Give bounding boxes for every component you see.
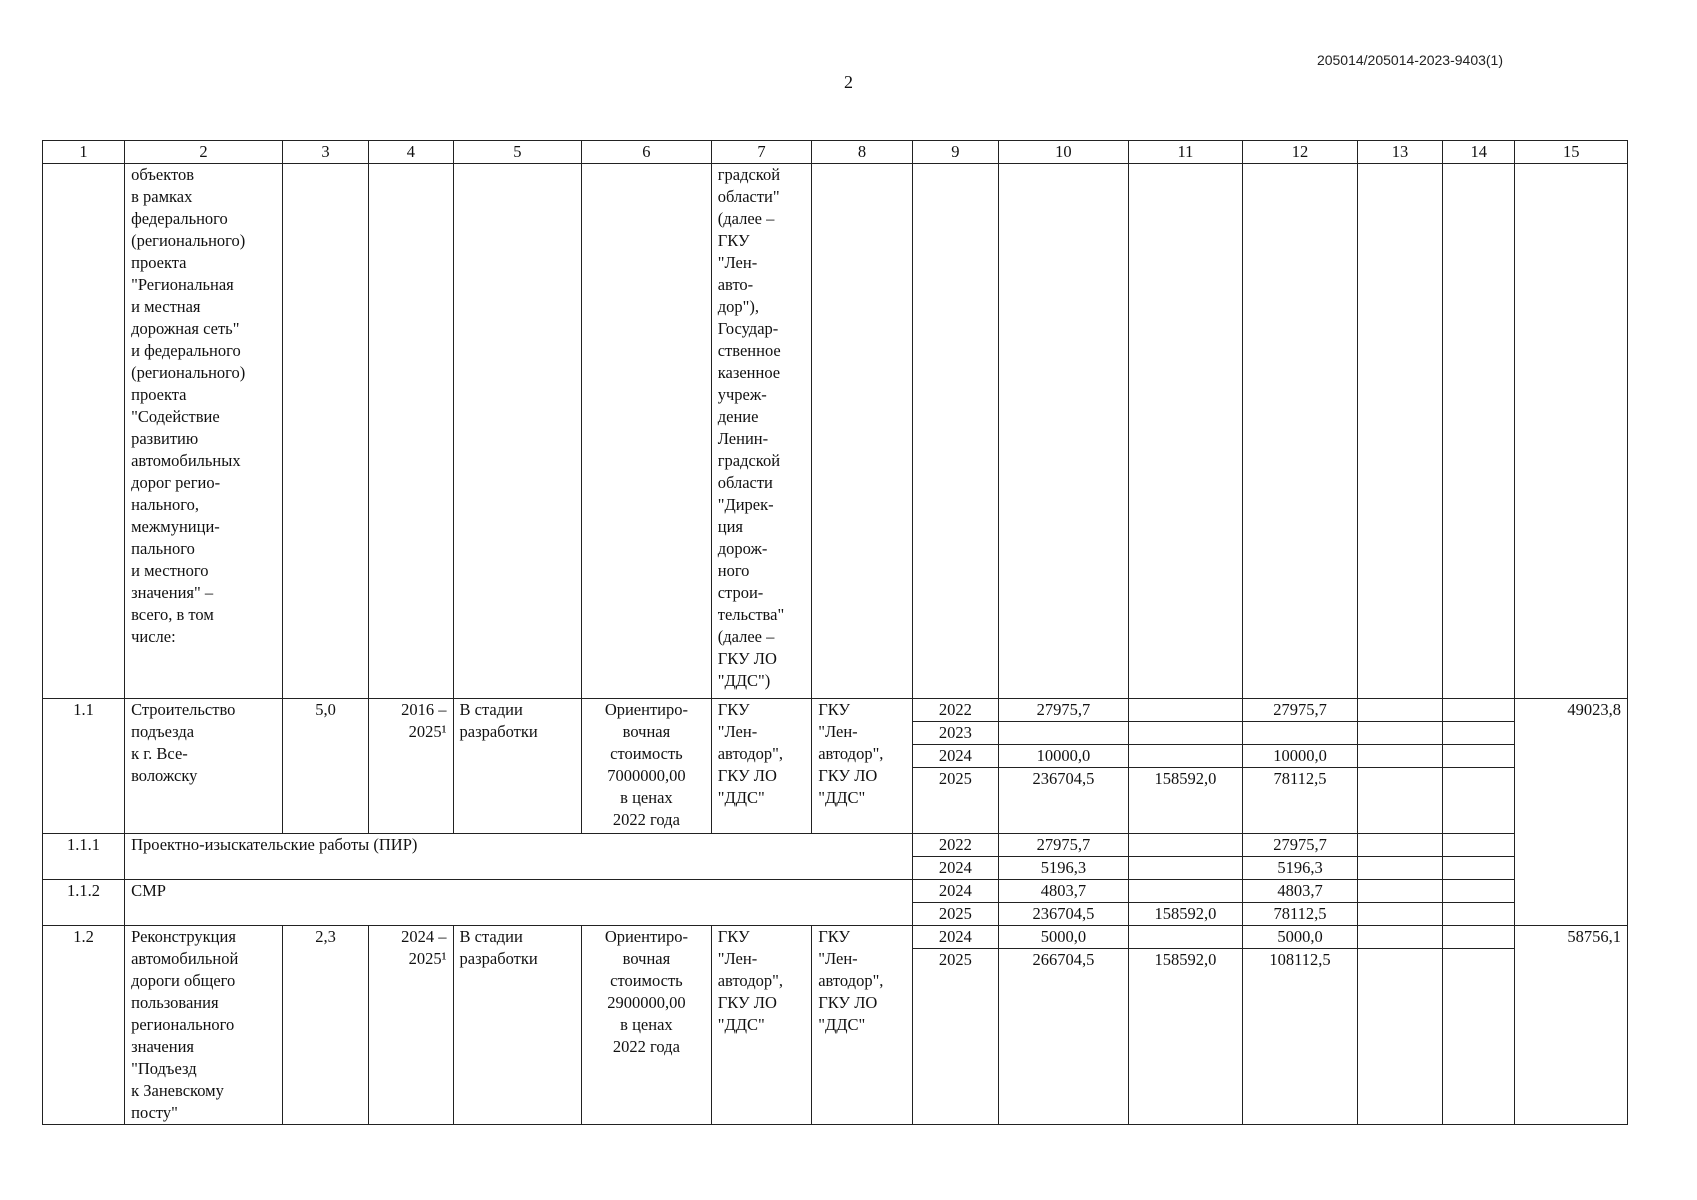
federal-cell	[1128, 834, 1243, 857]
federal-cell	[1128, 926, 1243, 949]
item-name: Реконструкция автомобильной дороги общего пользования регионального значения "Подъезд к Заневскому посту"	[125, 926, 283, 1125]
page-number: 2	[844, 72, 853, 92]
document-number: 205014/205014-2023-9403(1)	[1316, 52, 1503, 68]
total-cell: 27975,7	[999, 834, 1129, 857]
table-cell	[1357, 949, 1442, 1125]
year-cell: 2025	[912, 768, 998, 834]
item-number: 1.2	[43, 926, 125, 1125]
total-cell: 236704,5	[999, 768, 1129, 834]
federal-cell: 158592,0	[1128, 903, 1243, 926]
table-cell	[1515, 164, 1628, 699]
table-cell	[1443, 903, 1515, 926]
table-cell	[1357, 880, 1442, 903]
regional-cell: 27975,7	[1243, 699, 1358, 722]
item-status: В стадии разработки	[453, 699, 582, 834]
item-number: 1.1.1	[43, 834, 125, 880]
column-number: 14	[1443, 141, 1515, 164]
column-number: 4	[369, 141, 453, 164]
item-length: 5,0	[282, 699, 368, 834]
table-cell	[43, 164, 125, 699]
federal-cell	[1128, 880, 1243, 903]
item-period: 2024 – 2025¹	[369, 926, 453, 1125]
column-number: 6	[582, 141, 712, 164]
item-name: СМР	[125, 880, 913, 926]
table-cell	[1357, 903, 1442, 926]
table-row	[43, 834, 1628, 857]
table-cell	[1357, 722, 1442, 745]
item-cost: Ориентиро- вочная стоимость 2900000,00 в ценах 2022 года	[582, 926, 712, 1125]
table-cell	[1357, 768, 1442, 834]
table-cell	[1443, 699, 1515, 722]
item-executor: ГКУ "Лен- автодор", ГКУ ЛО "ДДС"	[812, 699, 912, 834]
item-name: Проектно-изыскательские работы (ПИР)	[125, 834, 913, 880]
item-cost: Ориентиро- вочная стоимость 7000000,00 в ценах 2022 года	[582, 699, 712, 834]
federal-cell	[1128, 857, 1243, 880]
federal-cell: 158592,0	[1128, 768, 1243, 834]
table-cell	[1443, 949, 1515, 1125]
table-cell	[453, 164, 582, 699]
item-value-col15: 58756,1	[1515, 926, 1628, 1125]
table-cell	[1443, 857, 1515, 880]
federal-cell: 158592,0	[1128, 949, 1243, 1125]
year-cell: 2022	[912, 834, 998, 857]
table-cell	[1443, 164, 1515, 699]
object-description-continued: объектов в рамках федерального (регионального) проекта "Региональная и местная дорожная сеть" и федерального (регионального) проекта "Содействие развитию автомобильных дорог регио- нального, межмуници- пального и местного значения" – всего, в том числе:	[125, 164, 283, 699]
column-number: 9	[912, 141, 998, 164]
table-row	[43, 926, 1628, 949]
item-customer: ГКУ "Лен- автодор", ГКУ ЛО "ДДС"	[711, 699, 811, 834]
column-number: 10	[999, 141, 1129, 164]
table-cell	[1357, 699, 1442, 722]
table-cell	[1357, 857, 1442, 880]
table-cell	[1443, 745, 1515, 768]
table-cell	[1357, 834, 1442, 857]
table-cell	[1357, 745, 1442, 768]
column-number: 3	[282, 141, 368, 164]
year-cell: 2024	[912, 745, 998, 768]
table-cell	[812, 164, 912, 699]
regional-cell: 5196,3	[1243, 857, 1358, 880]
regional-cell: 108112,5	[1243, 949, 1358, 1125]
column-number-row	[43, 141, 1628, 164]
item-value-col15: 49023,8	[1515, 699, 1628, 926]
regional-cell: 78112,5	[1243, 903, 1358, 926]
year-cell: 2025	[912, 903, 998, 926]
total-cell	[999, 722, 1129, 745]
column-number: 12	[1243, 141, 1358, 164]
item-customer: ГКУ "Лен- автодор", ГКУ ЛО "ДДС"	[711, 926, 811, 1125]
federal-cell	[1128, 722, 1243, 745]
table-cell	[1443, 768, 1515, 834]
table-cell	[1128, 164, 1243, 699]
item-length: 2,3	[282, 926, 368, 1125]
regional-cell	[1243, 722, 1358, 745]
column-number: 8	[812, 141, 912, 164]
program-table	[42, 140, 1628, 1125]
item-number: 1.1	[43, 699, 125, 834]
regional-cell: 27975,7	[1243, 834, 1358, 857]
table-row	[43, 164, 1628, 699]
item-number: 1.1.2	[43, 880, 125, 926]
column-number: 11	[1128, 141, 1243, 164]
year-cell: 2024	[912, 857, 998, 880]
table-cell	[582, 164, 712, 699]
item-executor: ГКУ "Лен- автодор", ГКУ ЛО "ДДС"	[812, 926, 912, 1125]
item-name: Строительство подъезда к г. Все- воложску	[125, 699, 283, 834]
total-cell: 236704,5	[999, 903, 1129, 926]
column-number: 5	[453, 141, 582, 164]
table-cell	[1443, 834, 1515, 857]
responsible-continued: градской области" (далее – ГКУ "Лен- авто- дор"), Государ- ственное казенное учреж- дение Ленин- градской области "Дирек- ция дорож- ного строи- тельства" (далее – ГКУ ЛО "ДДС")	[711, 164, 811, 699]
column-number: 7	[711, 141, 811, 164]
year-cell: 2024	[912, 926, 998, 949]
regional-cell: 5000,0	[1243, 926, 1358, 949]
item-status: В стадии разработки	[453, 926, 582, 1125]
year-cell: 2023	[912, 722, 998, 745]
regional-cell: 4803,7	[1243, 880, 1358, 903]
regional-cell: 10000,0	[1243, 745, 1358, 768]
total-cell: 27975,7	[999, 699, 1129, 722]
year-cell: 2024	[912, 880, 998, 903]
table-cell	[1357, 164, 1442, 699]
federal-cell	[1128, 699, 1243, 722]
column-number: 2	[125, 141, 283, 164]
table-cell	[369, 164, 453, 699]
table-row	[43, 880, 1628, 903]
table-cell	[1443, 722, 1515, 745]
total-cell: 10000,0	[999, 745, 1129, 768]
federal-cell	[1128, 745, 1243, 768]
item-period: 2016 – 2025¹	[369, 699, 453, 834]
total-cell: 4803,7	[999, 880, 1129, 903]
table-cell	[1243, 164, 1358, 699]
regional-cell: 78112,5	[1243, 768, 1358, 834]
column-number: 13	[1357, 141, 1442, 164]
table-cell	[1443, 926, 1515, 949]
year-cell: 2022	[912, 699, 998, 722]
column-number: 1	[43, 141, 125, 164]
table-cell	[1357, 926, 1442, 949]
total-cell: 266704,5	[999, 949, 1129, 1125]
table-cell	[912, 164, 998, 699]
table-cell	[999, 164, 1129, 699]
total-cell: 5000,0	[999, 926, 1129, 949]
table-cell	[1443, 880, 1515, 903]
column-number: 15	[1515, 141, 1628, 164]
table-row	[43, 699, 1628, 722]
year-cell: 2025	[912, 949, 998, 1125]
table-cell	[282, 164, 368, 699]
total-cell: 5196,3	[999, 857, 1129, 880]
